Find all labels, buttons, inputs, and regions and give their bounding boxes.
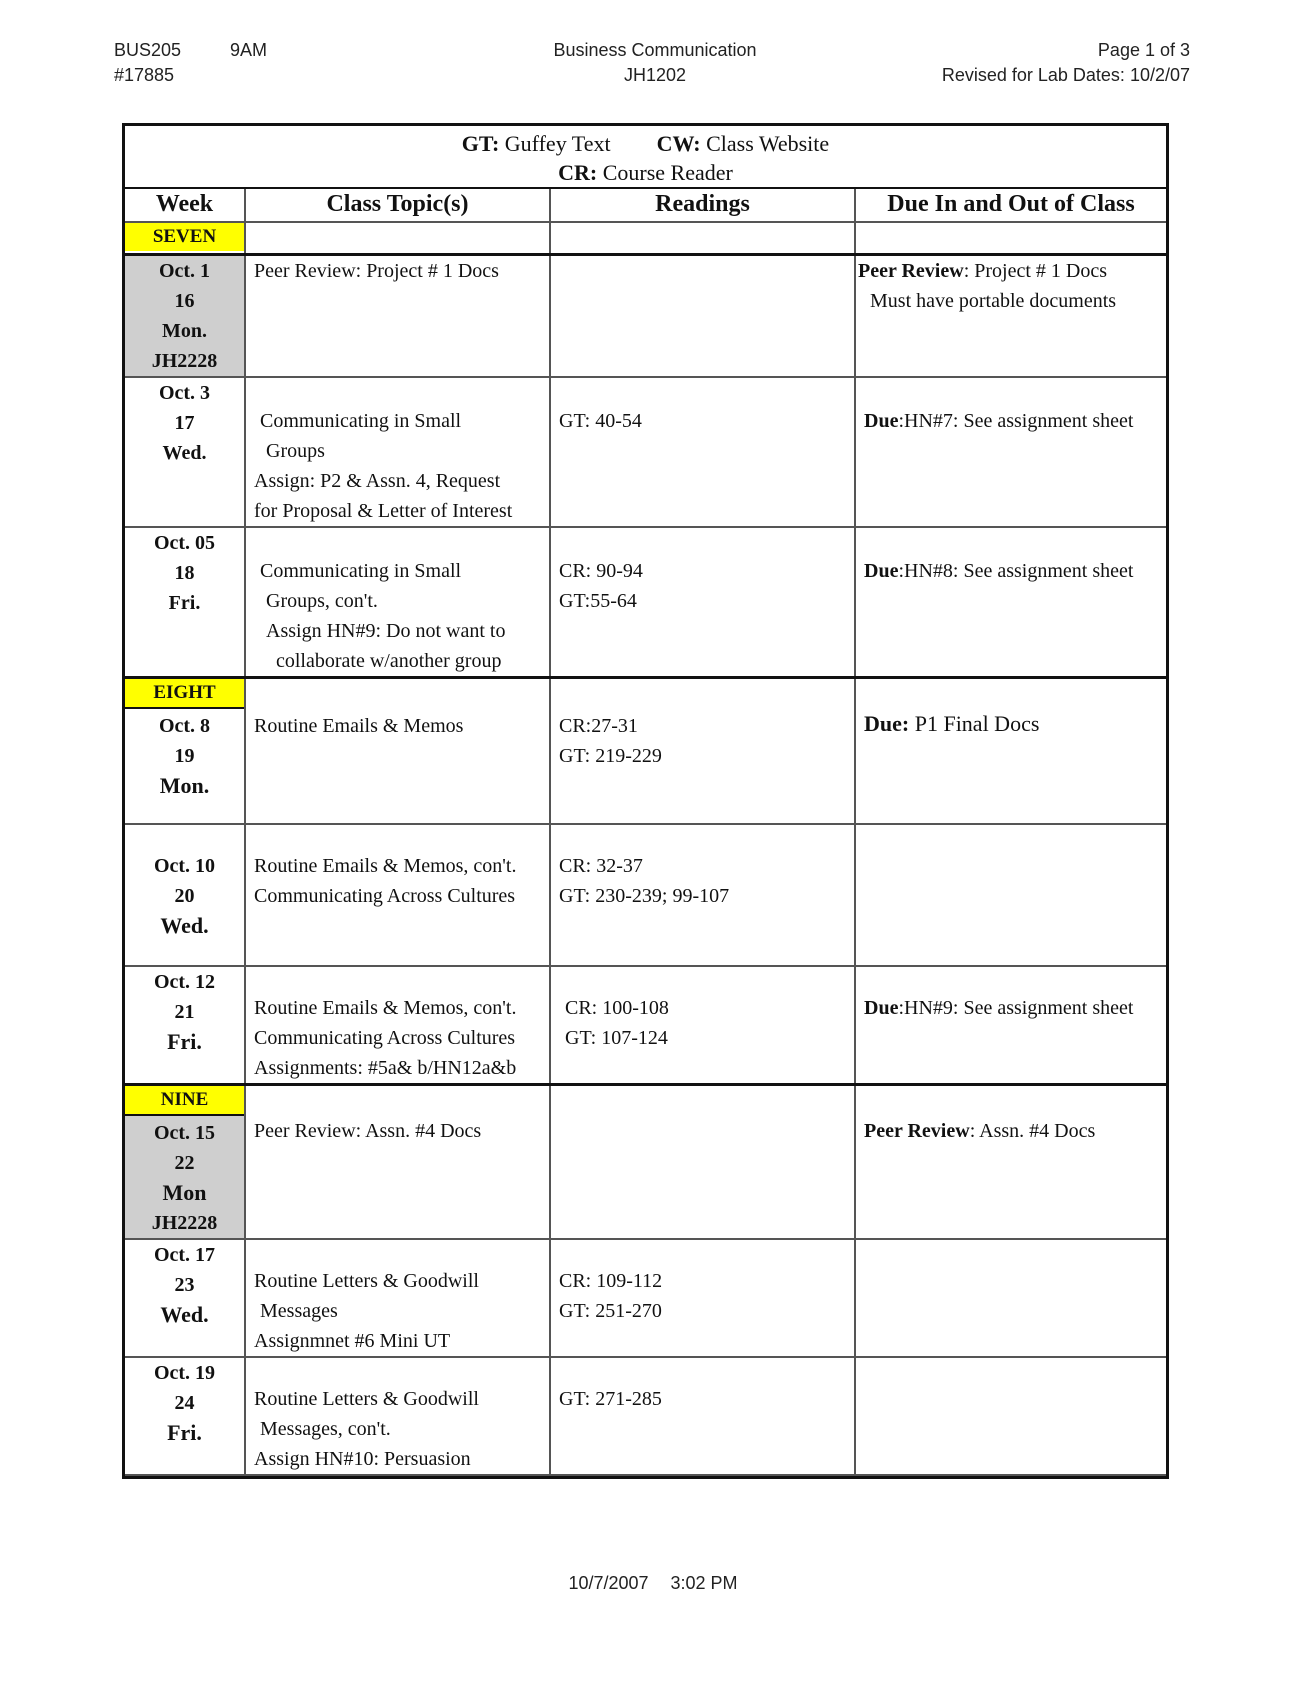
header-right [942,38,1190,88]
week-label-eight: EIGHT [125,679,244,709]
readings-cell: CR:27-31 GT: 219-229 [550,678,855,824]
date-cell: Oct. 12 21 Fri. [125,966,245,1085]
header-center [500,38,810,88]
date-cell: Oct. 1 16 Mon. JH2228 [125,255,245,378]
due-cell: Peer Review: Assn. #4 Docs [855,1084,1166,1239]
date-cell: Oct. 19 24 Fri. [125,1357,245,1475]
column-header-readings: Readings [550,189,855,222]
course-number: #17885 [114,65,175,85]
legend-gt-value: Guffey Text [504,131,611,156]
header-left [114,38,268,88]
legend-gt-key: GT: [461,131,500,156]
due-cell [855,1239,1166,1357]
course-time: 9AM [230,40,268,60]
week-label-nine: NINE [125,1086,244,1116]
table-row [125,377,1166,527]
table-row [125,527,1166,678]
print-time: 3:02 PM [670,1573,738,1593]
date-cell: Oct. 3 17 Wed. [125,377,245,527]
topic-cell: Routine Emails & Memos, con't. Communicating Across Cultures [245,824,550,966]
topic-cell: Communicating in Small Groups, con't. Assign HN#9: Do not want to collaborate w/another group [245,527,550,678]
due-cell: Due:HN#7: See assignment sheet [855,377,1166,527]
print-date: 10/7/2007 [568,1573,649,1593]
table-row [125,678,1166,824]
legend-cr-value: Course Reader [602,160,733,185]
table-row [125,966,1166,1085]
date-cell: EIGHT Oct. 8 19 Mon. [125,678,245,824]
table-row [125,1084,1166,1239]
topic-cell: Communicating in Small Groups Assign: P2 & Assn. 4, Request for Proposal & Letter of Interest [245,377,550,527]
due-cell: Due:HN#9: See assignment sheet [855,966,1166,1085]
course-code: BUS205 [114,40,182,60]
topic-cell: Routine Emails & Memos [245,678,550,824]
due-cell: Peer Review: Project # 1 Docs Must have portable documents [855,255,1166,378]
column-headers [125,189,1166,222]
page-footer [0,1573,1306,1594]
week-label-seven: SEVEN [125,223,244,251]
course-title: Business Communication [553,40,757,60]
legend-cw-value: Class Website [706,131,830,156]
topic-cell: Routine Letters & Goodwill Messages, con't. Assign HN#10: Persuasion [245,1357,550,1475]
readings-cell: CR: 90-94 GT:55-64 [550,527,855,678]
due-cell: Due: P1 Final Docs [855,678,1166,824]
readings-cell: CR: 32-37 GT: 230-239; 99-107 [550,824,855,966]
topic-cell: Routine Letters & Goodwill Messages Assignmnet #6 Mini UT [245,1239,550,1357]
date-cell: Oct. 05 18 Fri. [125,527,245,678]
week-label-row [125,222,1166,255]
schedule-grid [125,189,1166,1476]
topic-cell: Peer Review: Project # 1 Docs [245,255,550,378]
readings-cell [550,1084,855,1239]
table-row [125,1357,1166,1475]
table-row [125,255,1166,378]
course-room: JH1202 [623,65,687,85]
legend [125,126,1166,189]
readings-cell: CR: 100-108 GT: 107-124 [550,966,855,1085]
topic-cell: Routine Emails & Memos, con't. Communicating Across Cultures Assignments: #5a& b/HN12a&b [245,966,550,1085]
due-cell: Due:HN#8: See assignment sheet [855,527,1166,678]
readings-cell [550,255,855,378]
date-cell: Oct. 17 23 Wed. [125,1239,245,1357]
legend-cr-key: CR: [558,160,598,185]
revision-note: Revised for Lab Dates: 10/2/07 [941,65,1190,85]
readings-cell: GT: 271-285 [550,1357,855,1475]
readings-cell: CR: 109-112 GT: 251-270 [550,1239,855,1357]
topic-cell: Peer Review: Assn. #4 Docs [245,1084,550,1239]
table-row [125,824,1166,966]
readings-cell: GT: 40-54 [550,377,855,527]
due-cell [855,1357,1166,1475]
schedule-table [122,123,1169,1479]
date-cell: Oct. 10 20 Wed. [125,824,245,966]
table-row [125,1239,1166,1357]
legend-cw-key: CW: [656,131,701,156]
column-header-topics: Class Topic(s) [245,189,550,222]
due-cell [855,824,1166,966]
date-cell: NINE Oct. 15 22 Mon JH2228 [125,1084,245,1239]
column-header-due: Due In and Out of Class [855,189,1166,222]
page-number: Page 1 of 3 [1097,40,1190,60]
column-header-week: Week [125,189,245,222]
